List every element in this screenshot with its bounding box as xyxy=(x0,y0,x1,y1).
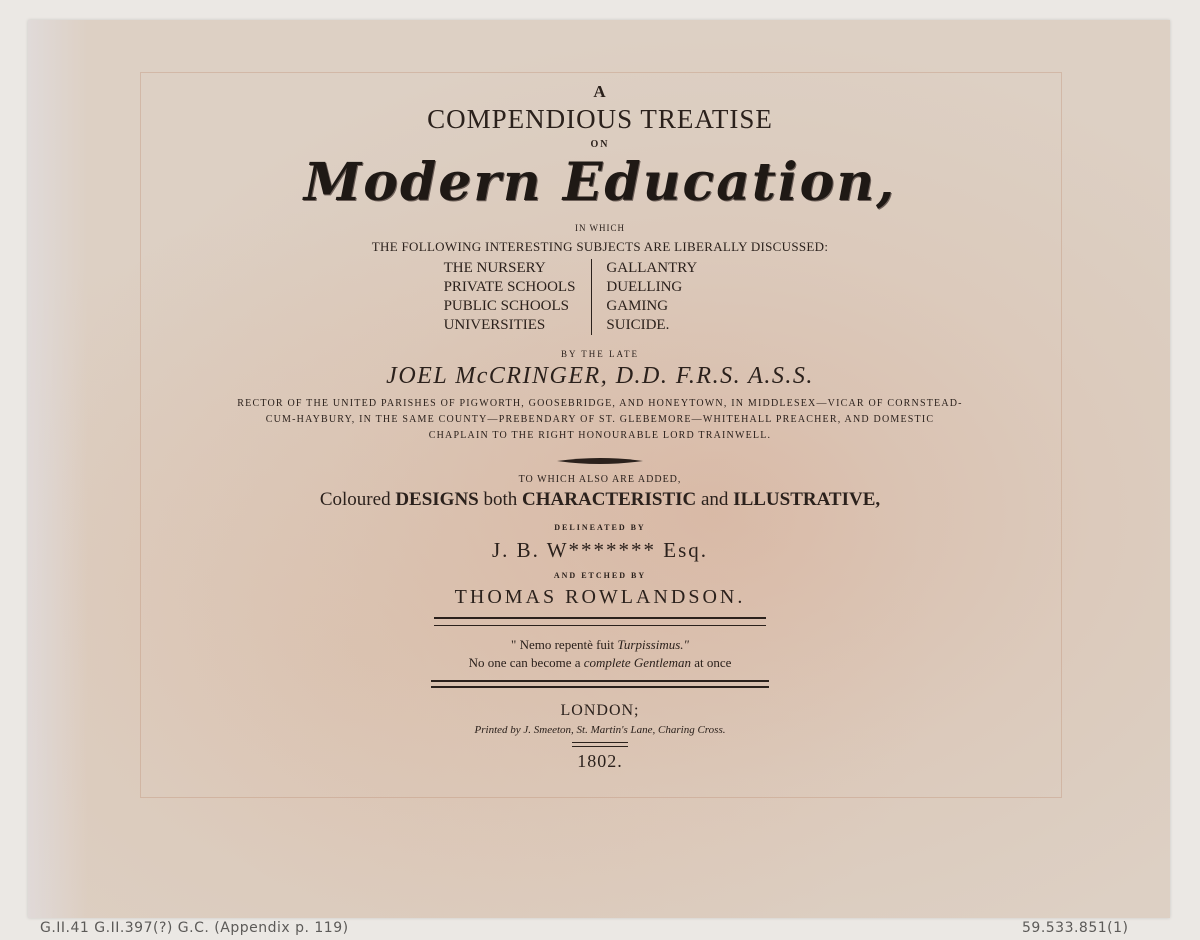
subject-item: THE NURSERY xyxy=(443,260,546,276)
ornament-divider xyxy=(0,454,1200,466)
motto-part: No one can become a xyxy=(468,655,584,670)
motto-part: complete Gentleman xyxy=(583,655,691,670)
motto-part: " Nemo repentè fuit xyxy=(511,637,618,652)
motto-english xyxy=(0,654,1200,672)
motto-part: Turpissimus." xyxy=(617,637,689,652)
subject-item: DUELLING xyxy=(606,279,683,295)
title-compendious: COMPENDIOUS TREATISE xyxy=(427,104,773,134)
imprint-city: LONDON; xyxy=(560,702,640,719)
etcher-name: THOMAS ROWLANDSON. xyxy=(454,586,746,608)
author-name: JOEL McCRINGER, D.D. F.R.S. A.S.S. xyxy=(386,363,814,389)
following-subjects-label: THE FOLLOWING INTERESTING SUBJECTS ARE LIBERALLY DISCUSSED: xyxy=(371,239,829,254)
also-added-label: TO WHICH ALSO ARE ADDED, xyxy=(518,474,682,485)
title-article: A xyxy=(593,82,607,101)
delineator-name: J. B. W******* Esq. xyxy=(491,538,709,562)
motto-part: at once xyxy=(690,655,732,670)
subject-item: PUBLIC SCHOOLS xyxy=(443,298,570,314)
subjects-list xyxy=(0,259,1200,335)
author-titles-line: CUM-HAYBURY, IN THE SAME COUNTY—PREBENDARY OF ST. GLEBEMORE—WHITEHALL PREACHER, AND DOMESTIC xyxy=(265,414,935,425)
double-rule-bottom xyxy=(431,680,769,688)
delineated-by-label: DELINEATED BY xyxy=(554,523,646,532)
designs-word: and xyxy=(696,489,734,510)
pencil-annotation-right: 59.533.851(1) xyxy=(1022,920,1129,936)
subject-item: GAMING xyxy=(606,298,669,314)
by-the-late-label: BY THE LATE xyxy=(561,349,639,359)
subject-item: UNIVERSITIES xyxy=(443,317,546,333)
subject-item: GALLANTRY xyxy=(606,260,698,276)
title-page xyxy=(0,82,1200,772)
author-titles xyxy=(170,396,1030,444)
designs-line xyxy=(0,489,1200,511)
imprint-printer: Printed by J. Smeeton, St. Martin's Lane, Charing Cross. xyxy=(474,724,726,736)
subject-item: SUICIDE. xyxy=(606,317,670,333)
designs-word: both xyxy=(478,489,523,510)
in-which-label: IN WHICH xyxy=(574,223,626,233)
ornament-swell-icon xyxy=(555,455,645,467)
subjects-left-column xyxy=(444,259,593,335)
title-on: ON xyxy=(590,139,610,150)
title-main: Modern Education, xyxy=(303,152,897,213)
pencil-annotation-left: G.II.41 G.II.397(?) G.C. (Appendix p. 119) xyxy=(40,920,349,936)
designs-word: Coloured xyxy=(319,489,396,510)
subjects-right-column xyxy=(592,259,756,335)
subject-item: PRIVATE SCHOOLS xyxy=(443,279,576,295)
motto-latin xyxy=(0,636,1200,654)
double-rule-top xyxy=(434,617,766,626)
designs-word: CHARACTERISTIC xyxy=(522,489,697,510)
motto xyxy=(0,636,1200,672)
short-rule xyxy=(572,742,628,747)
designs-word: ILLUSTRATIVE, xyxy=(733,489,881,510)
etched-by-label: AND ETCHED BY xyxy=(553,571,647,580)
imprint-year: 1802. xyxy=(577,751,623,771)
author-titles-line: CHAPLAIN TO THE RIGHT HONOURABLE LORD TRAINWELL. xyxy=(428,430,772,441)
designs-word: DESIGNS xyxy=(395,489,479,510)
author-titles-line: RECTOR OF THE UNITED PARISHES OF PIGWORTH, GOOSEBRIDGE, AND HONEYTOWN, IN MIDDLESEX—VICAR OF CORNSTEAD- xyxy=(237,398,963,409)
